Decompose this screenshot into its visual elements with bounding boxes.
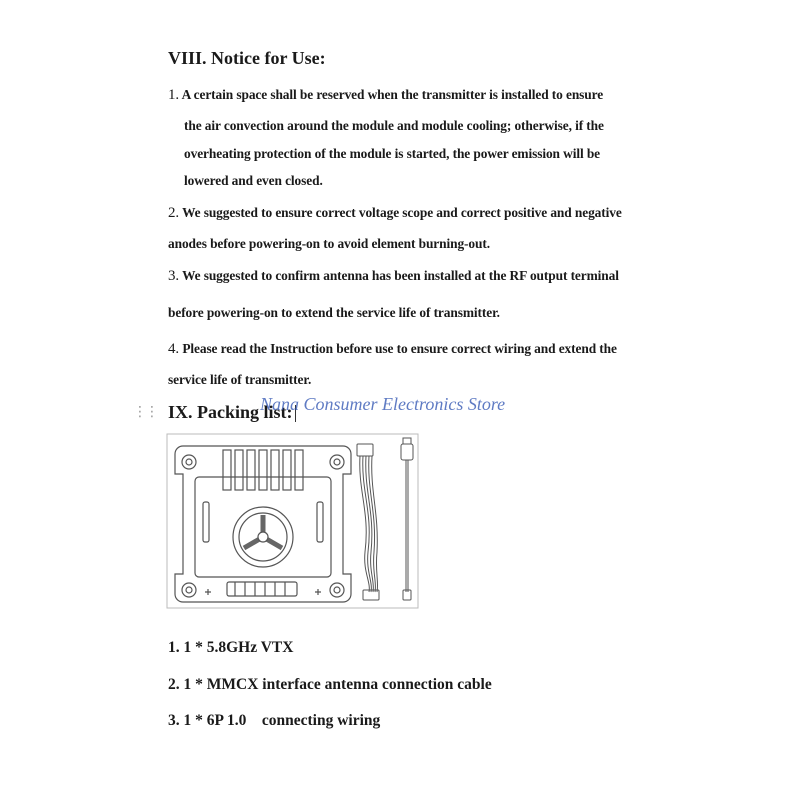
notice-item-1-line-2: the air convection around the module and module cooling; otherwise, if the	[184, 118, 604, 133]
notice-item-2-line-1: 2. We suggested to ensure correct voltage scope and correct positive and negative	[168, 205, 622, 221]
notice-item-3-line-1: 3. We suggested to confirm antenna has been installed at the RF output terminal	[168, 268, 619, 284]
packing-item-3: 3. 1 * 6P 1.0 connecting wiring	[168, 712, 381, 729]
notice-item-3-line-2: before powering-on to extend the service life of transmitter.	[168, 305, 500, 320]
packing-item-2: 2. 1 * MMCX interface antenna connection cable	[168, 676, 492, 693]
vtx-module-and-cables-illustration	[165, 432, 420, 610]
notice-item-4-line-1: 4. Please read the Instruction before use to ensure correct wiring and extend the	[168, 341, 617, 357]
notice-item-4-number: 4.	[168, 341, 180, 357]
notice-item-1-line-1: 1. A certain space shall be reserved when the transmitter is installed to ensure	[168, 87, 604, 103]
section-9-title: IX. Packing list:	[168, 402, 293, 422]
packing-item-1: 1. 1 * 5.8GHz VTX	[168, 639, 294, 656]
notice-item-4-line-2: service life of transmitter.	[168, 372, 312, 387]
notice-item-2-number: 2.	[168, 205, 180, 221]
notice-item-2-line-2: anodes before powering-on to avoid element burning-out.	[168, 236, 490, 251]
notice-item-3-number: 3.	[168, 268, 180, 284]
drag-handle-icon[interactable]: ⋮⋮	[133, 404, 157, 420]
notice-item-1-line-4: lowered and even closed.	[184, 173, 323, 188]
store-watermark: Nana Consumer Electronics Store	[260, 394, 506, 414]
notice-item-1-line-3: overheating protection of the module is started, the power emission will be	[184, 146, 601, 161]
section-8-title: VIII. Notice for Use:	[168, 48, 326, 68]
notice-item-1-number: 1.	[168, 87, 180, 103]
